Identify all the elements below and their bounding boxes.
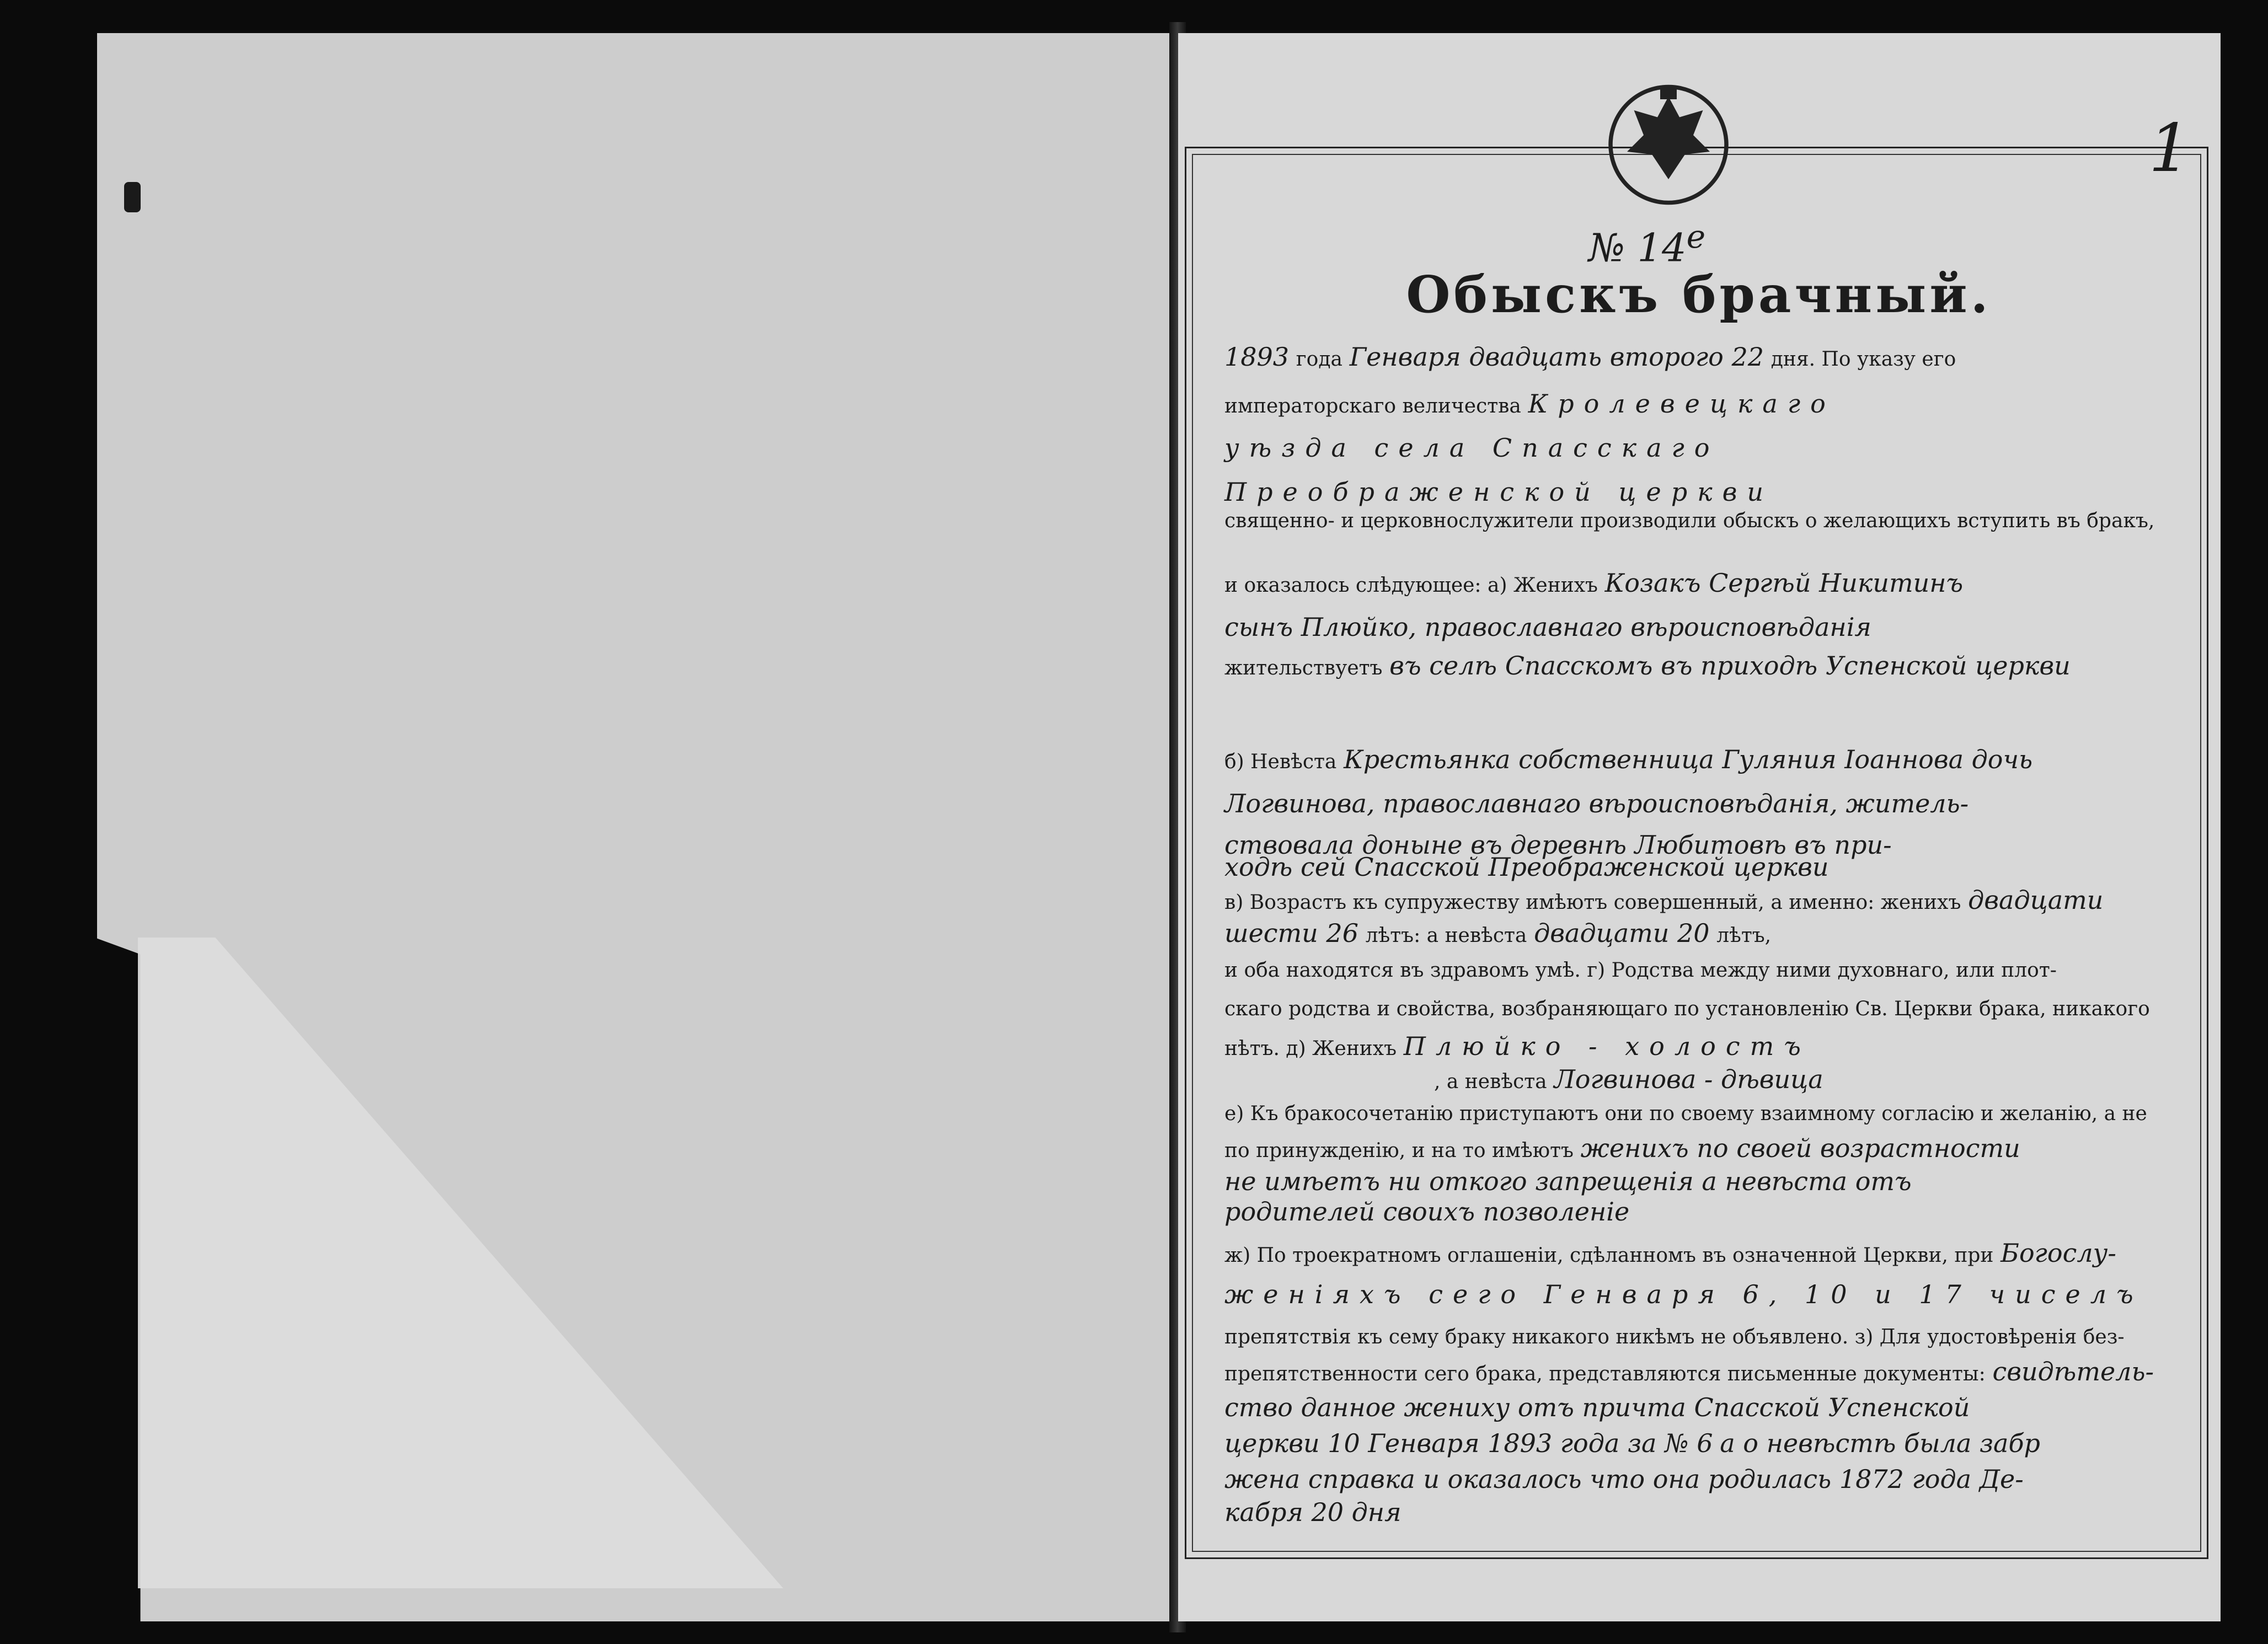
- imperial-eagle-emblem: [1600, 69, 1737, 207]
- binding-clip: [124, 182, 141, 212]
- line-13: в) Возрастъ къ супружеству имѣютъ совершенный, а именно: женихъ двадцати: [1224, 885, 2104, 915]
- line-23: ж) По троекратномъ оглашеніи, сдѣланномъ въ означенной Церкви, при Богослу-: [1224, 1238, 2116, 1268]
- line-15: и оба находятся въ здравомъ умѣ. г) Родства между ними духовнаго, или плот-: [1224, 959, 2057, 982]
- line-8: жительствуетъ въ селѣ Спасскомъ въ приходѣ Успенской церкви: [1224, 651, 2071, 681]
- document-title: Обыскъ брачный.: [1406, 265, 1992, 324]
- line-29: жена справка и оказалось что она родилась 1872 года Де-: [1224, 1464, 2024, 1494]
- line-26: препятственности сего брака, представляются письменные документы: свидѣтель-: [1224, 1357, 2154, 1386]
- line-19: е) Къ бракосочетанію приступаютъ они по своему взаимному согласію и желанію, а не: [1224, 1102, 2147, 1125]
- line-6: и оказалось слѣдующее: а) Женихъ Козакъ Сергѣй Никитинъ: [1224, 568, 1964, 598]
- line-27: ство данное жениху отъ причта Спасской Успенской: [1224, 1393, 1970, 1422]
- line-21: не имѣетъ ни откого запрещенія а невѣста отъ: [1224, 1166, 1912, 1196]
- line-20: по принужденію, и на то имѣютъ женихъ по своей возрастности: [1224, 1133, 2020, 1163]
- line-16: скаго родства и свойства, возбраняющаго по установленію Св. Церкви брака, никакого: [1224, 998, 2150, 1020]
- line-5: священно- и церковнослужители производили обыскъ о желающихъ вступить въ бракъ,: [1224, 510, 2155, 532]
- line-4: Преображенской церкви: [1224, 477, 1774, 507]
- line-22: родителей своихъ позволеніе: [1224, 1197, 1630, 1227]
- line-10: Логвинова, православнаго вѣроисповѣданія, житель-: [1224, 789, 1969, 818]
- line-12: ходѣ сей Спасской Преображенской церкви: [1224, 852, 1829, 882]
- page-number: 1: [2148, 110, 2191, 187]
- line-24: женіяхъ сего Генваря 6, 10 и 17 чиселъ: [1224, 1279, 2143, 1309]
- line-11: ствовала доныне въ деревнѣ Любитовѣ въ при-: [1224, 830, 1892, 860]
- line-14: шести 26 лѣтъ: а невѣста двадцати 20 лѣтъ,: [1224, 918, 1772, 948]
- line-7: сынъ Плюйко, православнаго вѣроисповѣданія: [1224, 612, 1871, 642]
- line-9: б) Невѣста Крестьянка собственница Гуляния Іоаннова дочь: [1224, 745, 2033, 774]
- line-18: , а невѣста Логвинова - дѣвица: [1434, 1064, 1823, 1094]
- document-number: № $14^е$: [1588, 218, 1706, 271]
- line-3: уѣзда села Спасскаго: [1224, 433, 1720, 463]
- line-28: церкви 10 Генваря 1893 года за № 6 а о невѣстѣ была забр: [1224, 1428, 2040, 1458]
- line-17: нѣтъ. д) Женихъ Плюйко - холостъ: [1224, 1031, 1811, 1061]
- line-2: императорскаго величества Кролевецкаго: [1224, 389, 1836, 419]
- line-1: 1893 года Генваря двадцать второго 22 дня. По указу его: [1224, 342, 1956, 372]
- line-25: препятствія къ сему браку никакого никѣмъ не объявлено. з) Для удостовѣренія без-: [1224, 1326, 2125, 1348]
- line-30: кабря 20 дня: [1224, 1497, 1402, 1527]
